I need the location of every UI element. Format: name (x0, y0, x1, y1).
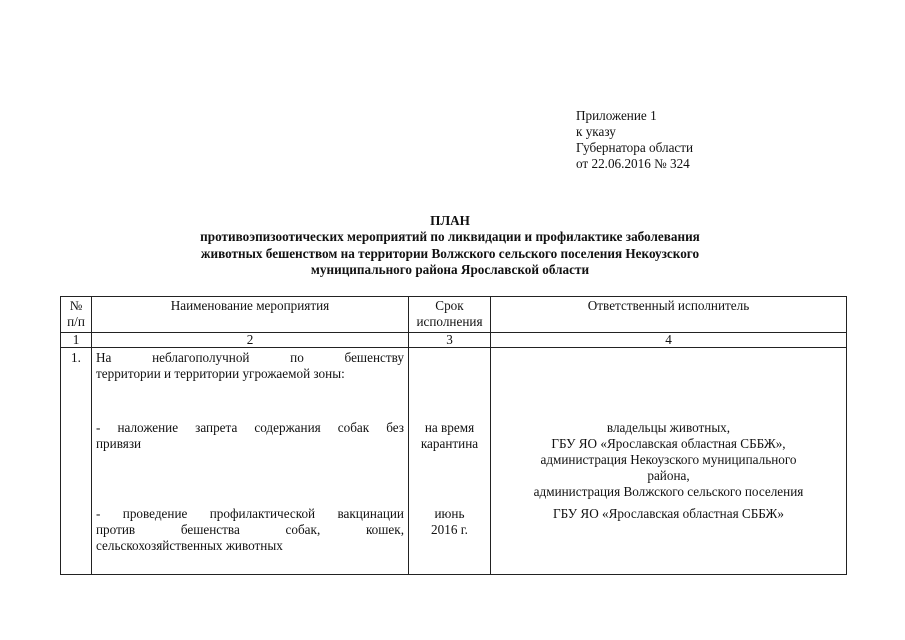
plan-title-line-3: муниципального района Ярославской области (310, 261, 590, 277)
item-1-name-line-2: привязи (96, 436, 142, 451)
row-intro-line-2: территории и территории угрожаемой зоны: (96, 366, 345, 381)
column-number-1: 1 (61, 333, 92, 348)
plan-title-line-2: животных бешенством на территории Волжского сельского поселения Некоузского (200, 245, 700, 261)
column-number-2: 2 (92, 333, 409, 348)
item-2-name-line-1: - проведение профилактической вакцинации (96, 506, 404, 521)
plan-title (100, 213, 800, 278)
item-1-name-line-1: - наложение запрета содержания собак без (96, 420, 404, 435)
item-2-responsible-line-1: ГБУ ЯО «Ярославская областная СББЖ» (553, 506, 784, 521)
row-measure (92, 348, 409, 575)
item-1-deadline-line-2: карантина (420, 436, 479, 451)
table-header-row (61, 297, 847, 333)
plan-heading: ПЛАН (430, 213, 470, 228)
annex-block (576, 108, 693, 172)
row-num: 1. (61, 348, 92, 575)
row-intro-line-1: На неблагополучной по бешенству (96, 350, 404, 365)
header-num-line-2: п/п (67, 314, 85, 329)
header-deadline (409, 297, 491, 333)
item-1-responsible-line-2: ГБУ ЯО «Ярославская областная СББЖ», (551, 436, 786, 451)
annex-line-3: Губернатора области (576, 140, 694, 155)
item-1-responsible-line-3: администрация Некоузского муниципального (540, 452, 797, 467)
annex-line-2: к указу (576, 124, 616, 139)
item-2-name-line-2: против бешенства собак, кошек, (96, 522, 404, 537)
annex-line-1: Приложение 1 (576, 108, 657, 123)
header-name: Наименование мероприятия (92, 297, 409, 333)
column-number-4: 4 (491, 333, 847, 348)
header-num-line-1: № (69, 298, 83, 313)
plan-table (60, 296, 847, 575)
item-1-deadline-line-1: на время (424, 420, 475, 435)
header-deadline-line-2: исполнения (416, 314, 483, 329)
item-1-responsible-line-5: администрация Волжского сельского поселения (533, 484, 804, 499)
row-deadline (409, 348, 491, 575)
header-num (61, 297, 92, 333)
item-1-responsible-line-1: владельцы животных, (606, 420, 731, 435)
plan-title-line-1: противоэпизоотических мероприятий по ликвидации и профилактике заболевания (200, 229, 700, 245)
column-number-row (61, 333, 847, 348)
item-1-responsible-line-4: района, (647, 468, 690, 483)
item-2-deadline-line-1: июнь (434, 506, 465, 521)
table-row (61, 348, 847, 575)
header-responsible: Ответственный исполнитель (491, 297, 847, 333)
item-2-deadline-line-2: 2016 г. (431, 522, 468, 537)
row-responsible (491, 348, 847, 575)
annex-line-4: от 22.06.2016 № 324 (576, 156, 690, 171)
column-number-3: 3 (409, 333, 491, 348)
header-deadline-line-1: Срок (435, 298, 464, 313)
item-2-name-line-3: сельскохозяйственных животных (96, 538, 283, 553)
